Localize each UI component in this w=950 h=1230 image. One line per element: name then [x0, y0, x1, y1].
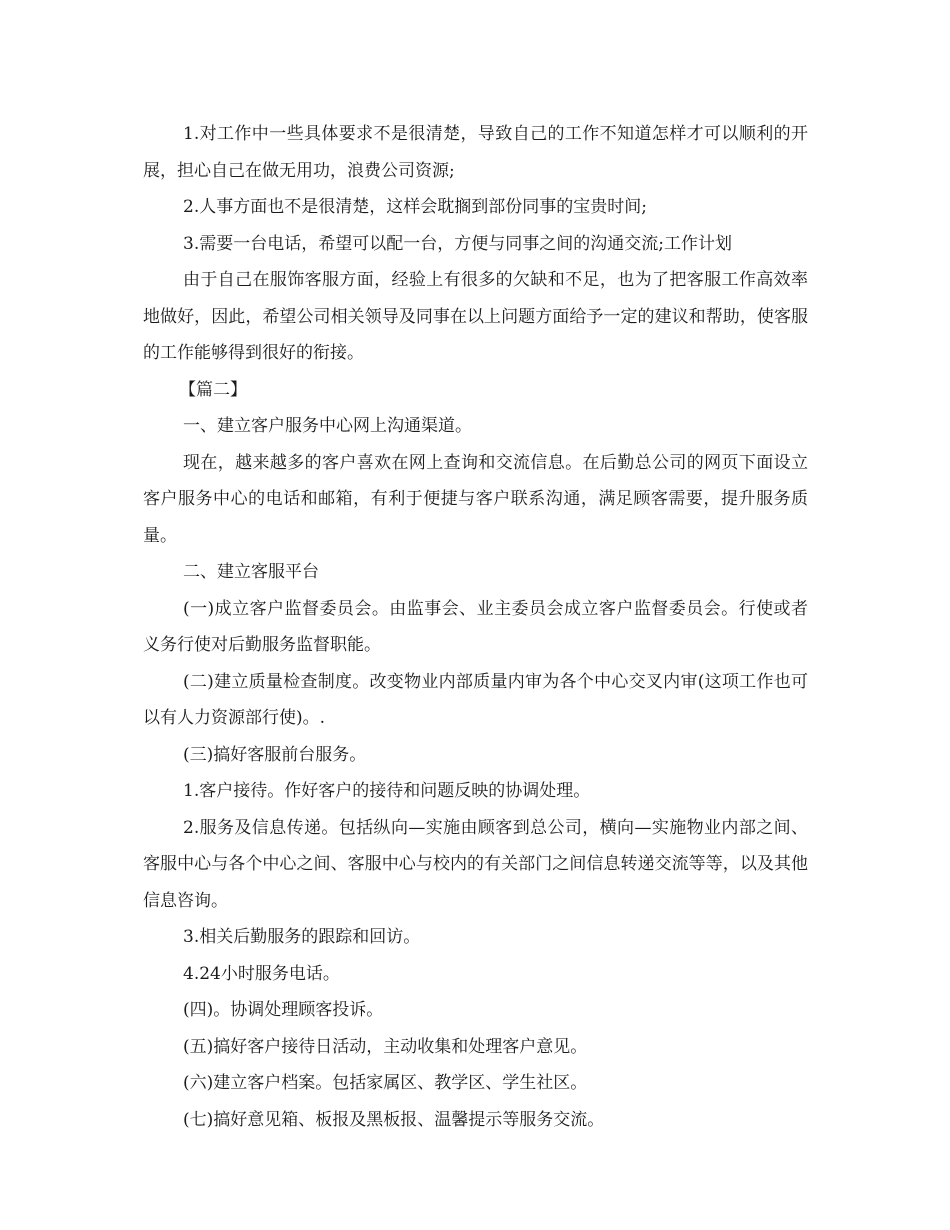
- paragraph: 3.相关后勤服务的跟踪和回访。: [183, 927, 421, 947]
- paragraph: (四)。协调处理顾客投诉。: [183, 1000, 384, 1020]
- paragraph: 4.24小时服务电话。: [183, 963, 340, 984]
- paragraph: 3.需要一台电话，希望可以配一台，方便与同事之间的沟通交流;工作计划: [183, 233, 732, 254]
- paragraph: 1.客户接待。作好客户的接待和问题反映的协调处理。: [183, 781, 591, 801]
- paragraph: (六)建立客户档案。包括家属区、教学区、学生社区。: [183, 1073, 588, 1093]
- paragraph: 现在，越来越多的客户喜欢在网上查询和交流信息。在后勤总公司的网页下面设立客户服务中心的电话和邮箱，有利于便捷与客户联系沟通，满足顾客需要，提升服务质量。: [143, 452, 808, 546]
- paragraph: (三)搞好客服前台服务。: [183, 744, 367, 765]
- paragraph: (二)建立质量检查制度。改变物业内部质量内审为各个中心交叉内审(这项工作也可以有人力资源部行使)。.: [143, 671, 808, 728]
- paragraph: (一)成立客户监督委员会。由监事会、业主委员会成立客户监督委员会。行使或者义务行使对后勤服务监督职能。: [143, 598, 808, 655]
- paragraph: 2.人事方面也不是很清楚，这样会耽搁到部份同事的宝贵时间;: [183, 197, 647, 217]
- paragraph: 2.服务及信息传递。包括纵向—实施由顾客到总公司，横向—实施物业内部之间、客服中心与各个中心之间、客服中心与校内的有关部门之间信息转递交流等等，以及其他信息咨询。: [143, 817, 808, 911]
- paragraph: (七)搞好意见箱、板报及黑板报、温馨提示等服务交流。: [183, 1109, 605, 1130]
- paragraph: 二、建立客服平台: [183, 562, 319, 582]
- section-heading: 【篇二】: [179, 379, 247, 400]
- document-body: [143, 116, 808, 1138]
- paragraph: 一、建立客户服务中心网上沟通渠道。: [183, 416, 472, 436]
- paragraph: 1.对工作中一些具体要求不是很清楚，导致自己的工作不知道怎样才可以顺利的开展，担心自己在做无用功，浪费公司资源;: [143, 124, 808, 181]
- paragraph: 由于自己在服饰客服方面，经验上有很多的欠缺和不足，也为了把客服工作高效率地做好，因此，希望公司相关领导及同事在以上问题方面给予一定的建议和帮助，使客服的工作能够得到很好的衔接。: [143, 270, 808, 363]
- paragraph: (五)搞好客户接待日活动，主动收集和处理客户意见。: [183, 1036, 588, 1057]
